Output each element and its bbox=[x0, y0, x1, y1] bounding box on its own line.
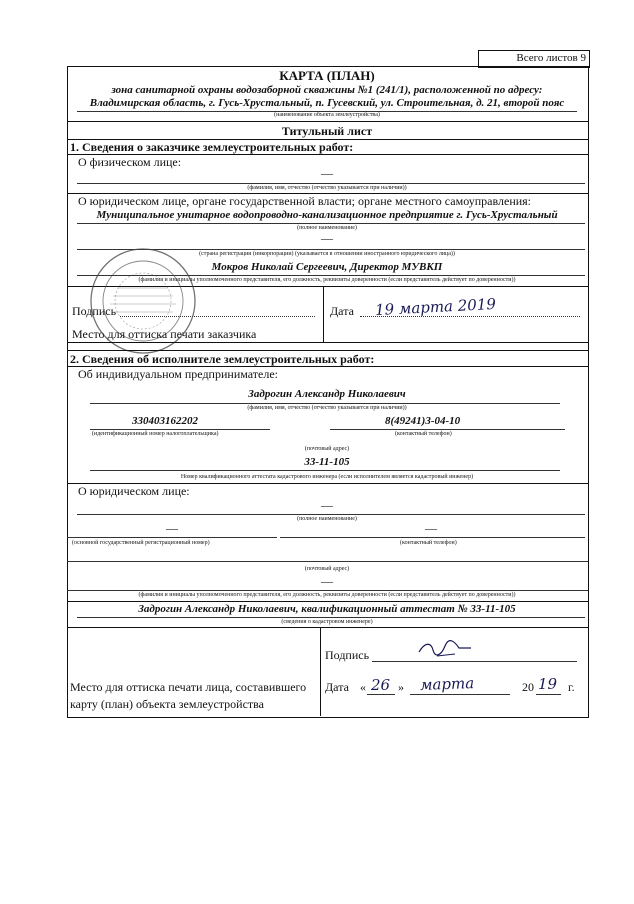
section2-entrepreneur-label: Об индивидуальном предпринимателе: bbox=[78, 367, 278, 381]
section2-engineer: Задрогин Александр Николаевич, квалификационный аттестат № 33-11-105 bbox=[138, 603, 516, 615]
section2-rep-caption: (фамилия и инициалы уполномоченного представителя, его должность, реквизиты доверенности (если представитель действует по доверенности)) bbox=[138, 592, 516, 598]
section2-inn-caption: (идентификационный номер налогоплательщика) bbox=[92, 431, 219, 437]
section1-heading: 1. Сведения о заказчике землеустроительных работ: bbox=[70, 140, 354, 154]
section2-certificate-caption: Номер квалификационного аттестата кадастрового инженера (если исполнителем является кадастровый инженер) bbox=[180, 474, 474, 480]
section2-certificate-line bbox=[90, 470, 560, 471]
executor-signature-icon bbox=[415, 636, 475, 660]
section1-representative-caption: (фамилия и инициалы уполномоченного представителя, его должность, реквизиты доверенности (если представитель действует по доверенности)) bbox=[138, 277, 516, 283]
section1-signature-label: Подпись bbox=[72, 304, 117, 318]
section2-inn-line bbox=[90, 429, 270, 430]
section1-legal-name: Муниципальное унитарное водопроводно-канализационное предприятие г. Гусь-Хрустальный bbox=[96, 209, 558, 221]
section2-phone-caption: (контактный телефон) bbox=[395, 431, 452, 437]
section2-legal-label: О юридическом лице: bbox=[78, 484, 190, 498]
section2-date-year-line bbox=[536, 694, 561, 695]
header-divider bbox=[67, 121, 588, 122]
section2-ogrn-caption: (основной государственный регистрационный номер) bbox=[72, 540, 210, 546]
section2-date-year: 19 bbox=[538, 675, 558, 693]
document-title: КАРТА (ПЛАН) bbox=[279, 68, 375, 83]
section2-stamp-place-line1: Место для оттиска печати лица, составившего bbox=[70, 680, 307, 694]
section2-postal2-line-top bbox=[67, 561, 588, 562]
section2-stamp-place-line2: карту (план) объекта землеустройства bbox=[70, 697, 264, 711]
section2-phone2-dash: — bbox=[425, 521, 437, 535]
section2-postal2-caption: (почтовый адрес) bbox=[304, 566, 350, 572]
section2-ogrn-dash: — bbox=[166, 521, 178, 535]
section1-individual-dash: — bbox=[321, 166, 333, 180]
header-line-2: Владимирская область, г. Гусь-Хрустальный, п. Гусевский, ул. Строительная, д. 21, второй пояс bbox=[89, 97, 565, 109]
section2-date-day-line bbox=[367, 694, 395, 695]
section2-phone: 8(49241)3-04-10 bbox=[385, 415, 461, 427]
section2-signature-label: Подпись bbox=[325, 648, 370, 662]
section1-legal-dash: — bbox=[321, 231, 333, 245]
section1-representative: Мокров Николай Сергеевич, Директор МУВКП bbox=[211, 261, 443, 273]
section2-legal-caption: (полное наименование) bbox=[297, 516, 357, 522]
section1-signature-split bbox=[323, 286, 324, 342]
section1-legal-caption: (полное наименование) bbox=[297, 225, 357, 231]
section2-date-day: 26 bbox=[371, 676, 391, 694]
section2-date-month: марта bbox=[419, 674, 475, 694]
section1-individual-caption: (фамилия, имя, отчество (отчество указывается при наличии)) bbox=[247, 185, 407, 191]
section2-legal-line bbox=[77, 514, 585, 515]
section1-legal-label: О юридическом лице, органе государственной власти; органе местного самоуправления: bbox=[78, 194, 532, 208]
section2-date-close-quote: » bbox=[398, 680, 404, 694]
section2-date-year-suffix: г. bbox=[568, 680, 575, 694]
section1-date-label: Дата bbox=[330, 304, 354, 318]
section-separator bbox=[67, 350, 588, 351]
section2-postal2-dash: — bbox=[321, 574, 333, 588]
section2-entrepreneur-line bbox=[90, 403, 560, 404]
title-sheet: Титульный лист bbox=[281, 124, 373, 138]
section1-individual-label: О физическом лице: bbox=[78, 155, 182, 169]
object-caption: (наименование объекта землеустройства) bbox=[274, 112, 380, 118]
section2-signature-line bbox=[372, 661, 577, 662]
section2-engineer-line bbox=[77, 617, 585, 618]
section2-legal-dash: — bbox=[321, 498, 333, 512]
section1-date-handwritten: 19 марта 2019 bbox=[374, 294, 497, 320]
section2-entrepreneur-name: Задрогин Александр Николаевич bbox=[248, 388, 406, 400]
sheet-count: Всего листов 9 bbox=[516, 52, 586, 64]
section1-legal-line bbox=[77, 223, 585, 224]
section2-certificate: 33-11-105 bbox=[304, 456, 350, 468]
section2-date-label: Дата bbox=[325, 680, 349, 694]
section1-individual-line bbox=[77, 183, 585, 184]
section2-entrepreneur-caption: (фамилия, имя, отчество (отчество указывается при наличии)) bbox=[247, 405, 407, 411]
section2-phone-line bbox=[330, 429, 565, 430]
section2-legal-divider bbox=[67, 601, 588, 602]
header-line-1: зона санитарной охраны водозаборной скважины №1 (241/1), расположенной по адресу: bbox=[111, 84, 543, 96]
section2-heading: 2. Сведения об исполнителе землеустроительных работ: bbox=[70, 352, 375, 366]
section2-engineer-caption: (сведения о кадастровом инженере) bbox=[281, 619, 373, 625]
section2-phone2-line bbox=[280, 537, 585, 538]
section2-postal-caption: (почтовый адрес) bbox=[304, 446, 350, 452]
customer-seal-icon bbox=[88, 246, 198, 356]
section2-signature-split bbox=[320, 627, 321, 716]
section2-ogrn-line bbox=[67, 537, 277, 538]
section2-date-year-prefix: 20 bbox=[522, 680, 534, 694]
section1-stamp-place: Место для оттиска печати заказчика bbox=[72, 327, 257, 341]
section2-phone2-caption: (контактный телефон) bbox=[400, 540, 457, 546]
section2-date-open-quote: « bbox=[360, 680, 366, 694]
section2-engineer-divider bbox=[67, 627, 588, 628]
section2-inn: 330403162202 bbox=[132, 415, 198, 427]
section2-date-month-line bbox=[410, 694, 510, 695]
section2-rep-line bbox=[67, 590, 588, 591]
section1-registration-caption: (страна регистрации (инкорпорации) (указывается в отношении иностранного юридического лица)) bbox=[199, 251, 455, 257]
section1-bottom-divider bbox=[67, 342, 588, 343]
